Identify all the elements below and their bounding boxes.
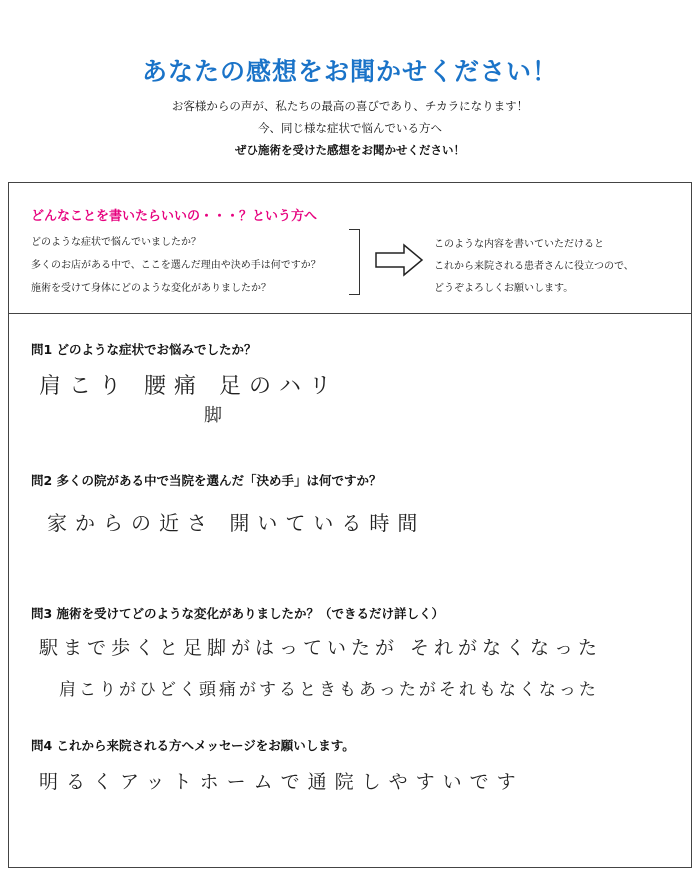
answer-2-text: 家からの近さ 開いている時間 [47,511,426,535]
guide-answer: このような内容を書いていただけると [434,239,604,250]
guide-question: どのような症状で悩んでいましたか？ [31,237,201,248]
guide-answer: これから来院される患者さんに役立つので、 [434,261,634,272]
answer-1-text: 肩こり 腰痛 足のハリ [39,374,339,399]
bracket-divider [349,229,360,295]
answer-3-text-1: 駅まで歩くと足脚がはっていたが それがなくなった [39,637,603,659]
question-1-label: 問1 どのような症状でお悩みでしたか？ [31,342,257,357]
guide-answer: どうぞよろしくお願いします。 [434,283,574,294]
intro-line-3: ぜひ施術を受けた感想をお聞かせください！ [235,143,465,157]
survey-form [8,182,692,868]
question-3-label: 問3 施術を受けてどのような変化がありましたか？（できるだけ詳しく） [31,606,445,621]
guide-heading: どんなことを書いたらいいの・・・？という方へ [31,209,318,224]
guide-question: 施術を受けて身体にどのような変化がありましたか？ [31,283,271,294]
intro-line-1: お客様からの声が、私たちの最高の喜びであり、チカラになります！ [171,99,529,113]
right-arrow-icon [374,243,424,277]
question-2-label: 問2 多くの院がある中で当院を選んだ「決め手」は何ですか？ [31,473,382,488]
answer-4-text: 明るくアットホームで通院しやすいです [39,771,524,793]
question-4-label: 問4 これから来院される方へメッセージをお願いします。 [31,738,355,753]
guide-question: 多くのお店がある中で、ここを選んだ理由や決め手は何ですか？ [31,260,321,271]
answer-1-note: 脚 [204,405,230,426]
answer-3-text-2: 肩こりがひどく頭痛がするときもあったがそれもなくなった [59,680,599,700]
intro-line-2: 今、同じ様な症状で悩んでいる方へ [258,121,442,135]
page-title: あなたの感想をお聞かせください！ [141,57,558,86]
section-divider [9,313,691,314]
